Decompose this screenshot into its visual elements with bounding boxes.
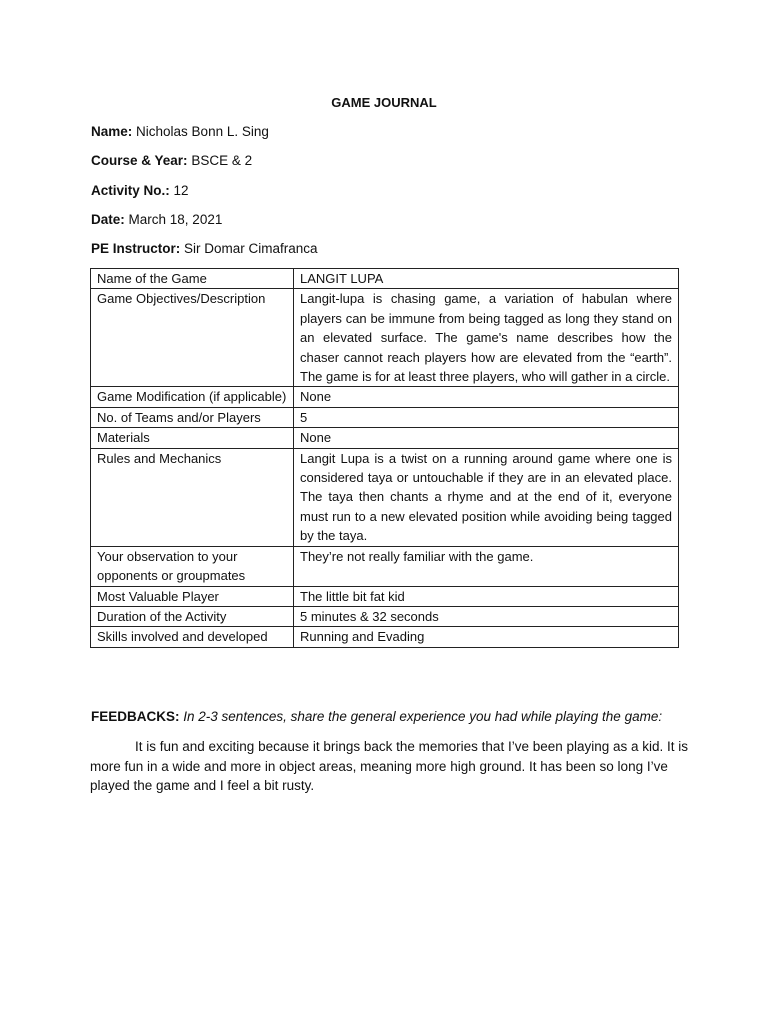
name-field (91, 124, 269, 139)
date-label: Date: (91, 212, 125, 227)
row-key: Materials (91, 428, 294, 448)
row-key: Duration of the Activity (91, 606, 294, 626)
table-row (91, 289, 679, 387)
row-value: The little bit fat kid (294, 586, 679, 606)
pe-instructor-label: PE Instructor: (91, 241, 181, 256)
row-value: Langit Lupa is a twist on a running around game where one is considered taya or untouchable if they are in an elevated place. The taya then chants a rhyme and at the end of it, everyone must run to a new elevated position while avoiding being tagged by the taya. (294, 448, 679, 546)
date-value: March 18, 2021 (128, 212, 223, 227)
row-value: They’re not really familiar with the game. (294, 546, 679, 586)
table-row (91, 448, 679, 546)
row-value: 5 minutes & 32 seconds (294, 606, 679, 626)
feedback-prompt: In 2-3 sentences, share the general experience you had while playing the game: (183, 709, 663, 724)
date-field (91, 212, 222, 227)
row-key: Game Modification (if applicable) (91, 387, 294, 407)
table-row (91, 606, 679, 626)
table-row (91, 428, 679, 448)
table-row (91, 627, 679, 647)
course-year-label: Course & Year: (91, 153, 188, 168)
row-value: Langit-lupa is chasing game, a variation of habulan where players can be immune from being tagged as long they stand on an elevated surface. The game's name describes how the chaser cannot reach players how are elevated from the “earth”. The game is for at least three players, who will gather in a circle. (294, 289, 679, 387)
row-value: None (294, 387, 679, 407)
row-key: No. of Teams and/or Players (91, 407, 294, 427)
row-key: Name of the Game (91, 269, 294, 289)
table-row (91, 546, 679, 586)
row-key: Game Objectives/Description (91, 289, 294, 387)
journal-table (90, 268, 679, 648)
table-row (91, 407, 679, 427)
activity-no-label: Activity No.: (91, 183, 170, 198)
pe-instructor-value: Sir Domar Cimafranca (184, 241, 318, 256)
activity-no-field (91, 183, 189, 198)
name-label: Name: (91, 124, 133, 139)
feedback-label: FEEDBACKS: (91, 709, 180, 724)
table-row (91, 387, 679, 407)
row-value: LANGIT LUPA (294, 269, 679, 289)
activity-no-value: 12 (173, 183, 189, 198)
row-key: Skills involved and developed (91, 627, 294, 647)
page-title: GAME JOURNAL (331, 95, 437, 110)
row-value: None (294, 428, 679, 448)
row-key: Most Valuable Player (91, 586, 294, 606)
row-value: Running and Evading (294, 627, 679, 647)
row-value: 5 (294, 407, 679, 427)
course-year-field (91, 153, 252, 168)
course-year-value: BSCE & 2 (191, 153, 253, 168)
table-row (91, 586, 679, 606)
name-value: Nicholas Bonn L. Sing (136, 124, 269, 139)
pe-instructor-field (91, 241, 318, 256)
table-row (91, 269, 679, 289)
feedback-heading (91, 709, 711, 724)
row-key: Your observation to your opponents or groupmates (91, 546, 294, 586)
row-key: Rules and Mechanics (91, 448, 294, 546)
feedback-text: It is fun and exciting because it brings back the memories that I’ve been playing as a kid. It is more fun in a wide and more in object areas, meaning more high ground. It has been so long I’ve played the game and I feel a bit rusty. (90, 739, 689, 794)
